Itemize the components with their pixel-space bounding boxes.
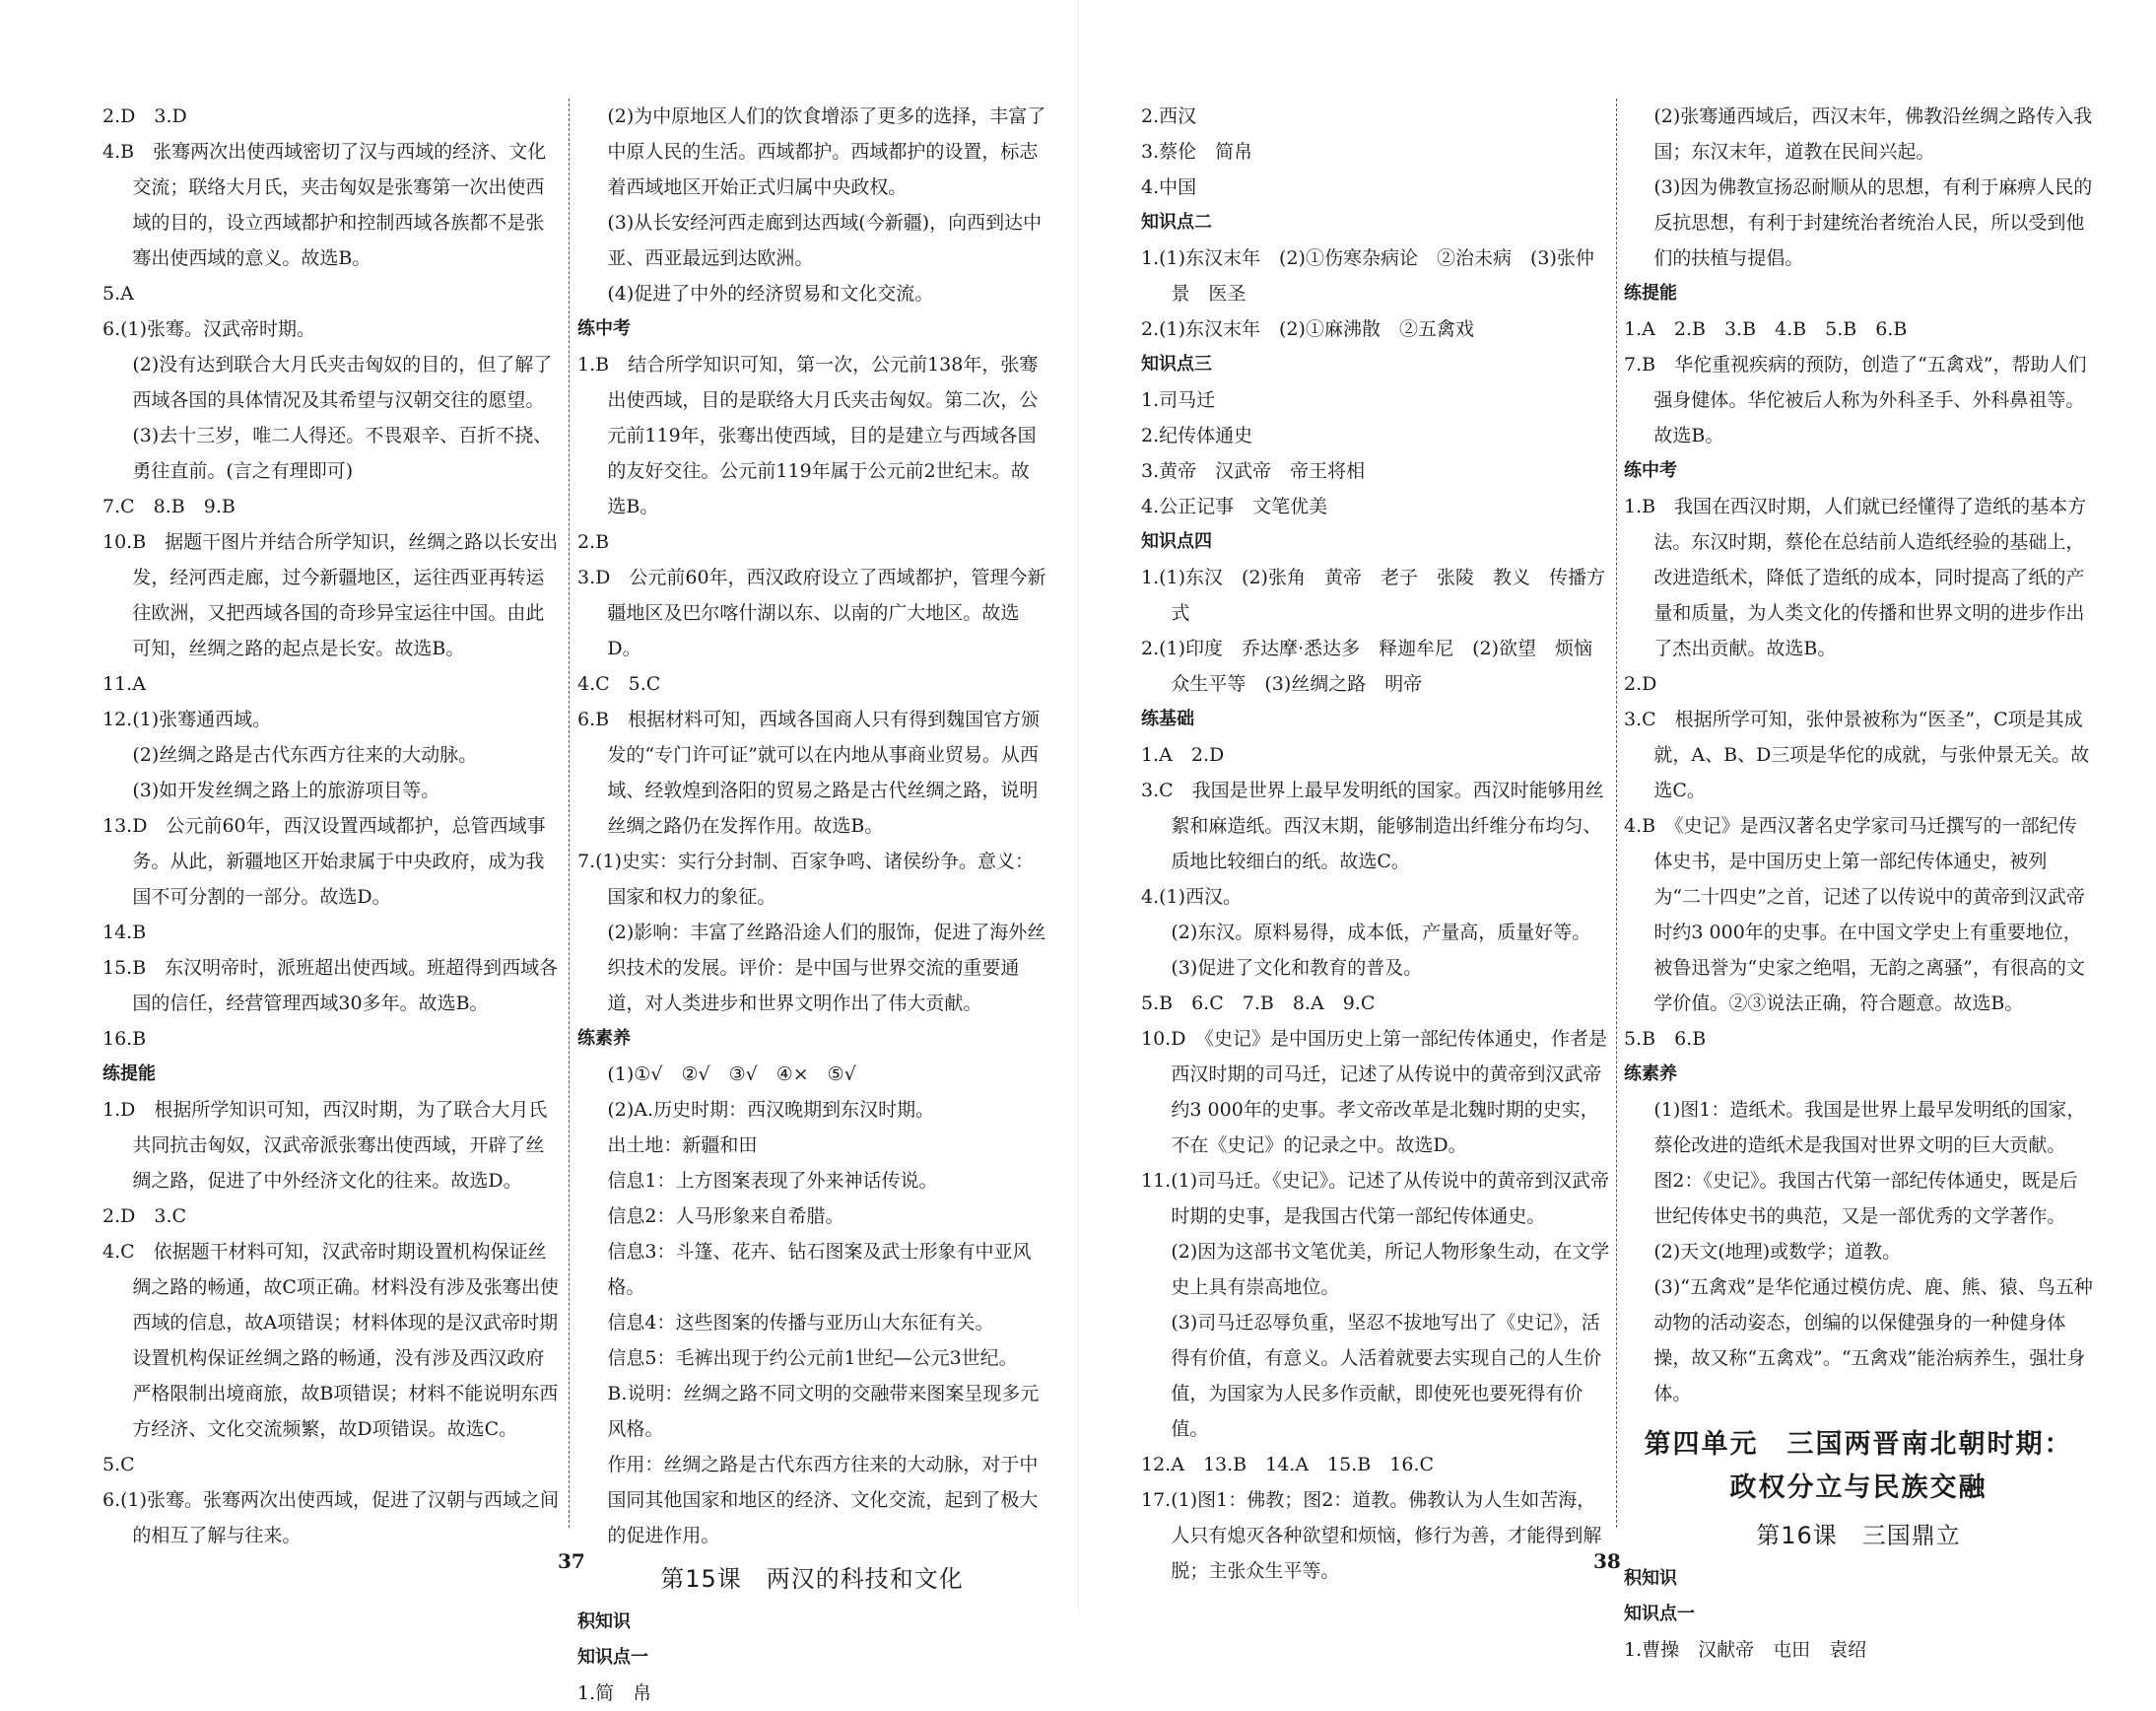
section-heading: 练基础 xyxy=(1141,709,1194,729)
answer-line: 12.(1)张骞通西域。 xyxy=(102,709,272,730)
answer-line: 14.B xyxy=(102,922,147,943)
answer-line: 1.B 结合所学知识可知，第一次，公元前138年，张骞出使西域，目的是联络大月氏夹击匈奴。第二次，公元前119年，张骞出使西域，目的是建立与西域各国的友好交往。公元前119年属于公元前2世纪末。故选B。 xyxy=(577,354,1039,517)
answer-column-2 xyxy=(577,99,1046,1704)
answer-line: (3)如开发丝绸之路上的旅游项目等。 xyxy=(132,780,440,801)
column-divider-right xyxy=(1616,99,1617,1528)
section-heading: 练素养 xyxy=(1624,1063,1677,1084)
answer-line: 5.A xyxy=(102,283,134,305)
answer-line: (1)①√ ②√ ③√ ④× ⑤√ xyxy=(607,1063,856,1085)
answer-line: 7.B 华佗重视疾病的预防，创造了“五禽戏”，帮助人们强身健体。华佗被后人称为外科圣手、外科鼻祖等。故选B。 xyxy=(1624,354,2087,446)
answer-line: (1)图1：造纸术。我国是世界上最早发明纸的国家，蔡伦改进的造纸术是我国对世界文明的巨大贡献。 xyxy=(1653,1099,2086,1156)
answer-line: B.说明：丝绸之路不同文明的交融带来图案呈现多元风格。 xyxy=(607,1383,1040,1440)
page-number-right: 38 xyxy=(1593,1549,1621,1573)
answer-line: 3.C 我国是世界上最早发明纸的国家。西汉时能够用丝絮和麻造纸。西汉末期，能够制造出纤维分布均匀、质地比较细白的纸。故选C。 xyxy=(1141,780,1604,872)
answer-line: 17.(1)图1：佛教；图2：道教。佛教认为人生如苦海，人只有熄灭各种欲望和烦恼，修行为善，才能得到解脱；主张众生平等。 xyxy=(1141,1489,1602,1582)
answer-line: 4.中国 xyxy=(1141,176,1197,198)
unit-title xyxy=(1624,1423,2093,1510)
answer-line: 作用：丝绸之路是古代东西方往来的大动脉，对于中国同其他国家和地区的经济、文化交流，起到了极大的促进作用。 xyxy=(607,1454,1039,1546)
answer-line: 1.(1)东汉 (2)张角 黄帝 老子 张陵 教义 传播方式 xyxy=(1141,567,1605,624)
column-divider-left xyxy=(569,99,570,1528)
answer-line: (3)因为佛教宣扬忍耐顺从的思想，有利于麻痹人民的反抗思想，有利于封建统治者统治人民，所以受到他们的扶植与提倡。 xyxy=(1653,176,2093,269)
answer-line: 5.B 6.B xyxy=(1624,1028,1707,1050)
answer-line: 信息1：上方图案表现了外来神话传说。 xyxy=(607,1170,938,1192)
answer-line: 3.黄帝 汉武帝 帝王将相 xyxy=(1141,460,1366,482)
knowledge-point-heading: 知识点一 xyxy=(577,1647,648,1668)
answer-line: 7.(1)史实：实行分封制、百家争鸣、诸侯纷争。意义：国家和权力的象征。 xyxy=(577,851,1035,908)
answer-line: 图2：《史记》。我国古代第一部纪传体通史，既是后世纪传体史书的典范，又是一部优秀的文学著作。 xyxy=(1653,1170,2078,1227)
answer-line: (3)促进了文化和教育的普及。 xyxy=(1171,957,1423,979)
section-heading: 练素养 xyxy=(577,1028,631,1049)
section-heading: 练提能 xyxy=(102,1063,156,1084)
answer-line: 信息3：斗篷、花卉、钻石图案及武士形象有中亚风格。 xyxy=(607,1241,1032,1298)
answer-line: 2.纪传体通史 xyxy=(1141,425,1253,446)
answer-line: 5.B 6.C 7.B 8.A 9.C xyxy=(1141,992,1376,1014)
answer-line: 4.公正记事 文笔优美 xyxy=(1141,496,1328,517)
answer-line: 1.司马迁 xyxy=(1141,389,1216,411)
section-heading: 练中考 xyxy=(577,318,631,339)
answer-line: (3)从长安经河西走廊到达西域(今新疆)，向西到达中亚、西亚最远到达欧洲。 xyxy=(607,212,1043,269)
answer-line: 1.A 2.D xyxy=(1141,744,1225,766)
answer-line: 信息2：人马形象来自希腊。 xyxy=(607,1205,844,1227)
answer-line: (2)为中原地区人们的饮食增添了更多的选择，丰富了中原人民的生活。西域都护。西域都护的设置，标志着西域地区开始正式归属中央政权。 xyxy=(607,105,1046,198)
answer-column-1 xyxy=(102,99,562,1547)
answer-line: (3)“五禽戏”是华佗通过模仿虎、鹿、熊、猿、鸟五种动物的活动姿态，创编的以保健强身的一种健身体操，故又称“五禽戏”。“五禽戏”能治病养生，强壮身体。 xyxy=(1653,1276,2093,1404)
answer-line: (2)东汉。原料易得，成本低，产量高，质量好等。 xyxy=(1171,922,1591,943)
answer-line: (2)影响：丰富了丝路沿途人们的服饰，促进了海外丝织技术的发展。评价：是中国与世界交流的重要通道，对人类进步和世界文明作出了伟大贡献。 xyxy=(607,922,1046,1014)
answer-line: 10.D 《史记》是中国历史上第一部纪传体通史，作者是西汉时期的司马迁，记述了从传说中的黄帝到汉武帝约3 000年的史事。孝文帝改革是北魏时期的史实，不在《史记》的记录之中。故选D。 xyxy=(1141,1028,1607,1156)
answer-line: 2.(1)东汉末年 (2)①麻沸散 ②五禽戏 xyxy=(1141,318,1474,340)
answer-line: 2.D 3.C xyxy=(102,1205,187,1227)
answer-line: 1.D 根据所学知识可知，西汉时期，为了联合大月氏共同抗击匈奴，汉武帝派张骞出使西域，开辟了丝绸之路，促进了中外经济文化的往来。故选D。 xyxy=(102,1099,548,1192)
answer-line: 7.C 8.B 9.B xyxy=(102,496,236,517)
answer-line: 信息4：这些图案的传播与亚历山大东征有关。 xyxy=(607,1312,994,1334)
answer-line: 1.(1)东汉末年 (2)①伤寒杂病论 ②治未病 (3)张仲景 医圣 xyxy=(1141,247,1594,305)
page-number-left: 37 xyxy=(558,1549,585,1573)
section-heading: 积知识 xyxy=(1624,1568,1677,1589)
section-heading: 练中考 xyxy=(1624,460,1677,481)
answer-column-4 xyxy=(1624,99,2093,1661)
section-heading: 练提能 xyxy=(1624,283,1677,304)
answer-line: (2)因为这部书文笔优美，所记人物形象生动，在文学史上具有崇高地位。 xyxy=(1171,1241,1610,1298)
answer-line: 1.B 我国在西汉时期，人们就已经懂得了造纸的基本方法。东汉时期，蔡伦在总结前人造纸经验的基础上，改进造纸术，降低了造纸的成本，同时提高了纸的产量和质量，为人类文化的传播和世界文明的进步作出了杰出贡献。故选B。 xyxy=(1624,496,2087,659)
answer-line: 1.曹操 汉献帝 屯田 袁绍 xyxy=(1624,1639,1867,1661)
answer-line: 4.(1)西汉。 xyxy=(1141,886,1243,908)
answer-line: (2)天文(地理)或数学；道教。 xyxy=(1653,1241,1902,1263)
answer-line: (2)张骞通西域后，西汉末年，佛教沿丝绸之路传入我国；东汉末年，道教在民间兴起。 xyxy=(1653,105,2093,163)
answer-line: 信息5：毛裤出现于约公元前1世纪—公元3世纪。 xyxy=(607,1347,1018,1369)
answer-line: (3)司马迁忍辱负重，坚忍不拔地写出了《史记》，活得有价值，有意义。人活着就要去实现自己的人生价值，为国家为人民多作贡献，即使死也要死得有价值。 xyxy=(1171,1312,1602,1440)
answer-line: 2.D 3.D xyxy=(102,105,187,127)
answer-line: 10.B 据题干图片并结合所学知识，丝绸之路以长安出发，经河西走廊，过今新疆地区，运往西亚再转运往欧洲，又把西域各国的奇珍异宝运往中国。由此可知，丝绸之路的起点是长安。故选B。 xyxy=(102,531,559,659)
answer-line: (2)A.历史时期：西汉晚期到东汉时期。 xyxy=(607,1099,935,1121)
answer-line: 11.(1)司马迁。《史记》。记述了从传说中的黄帝到汉武帝时期的史事，是我国古代第一部纪传体通史。 xyxy=(1141,1170,1610,1227)
answer-line: 16.B xyxy=(102,1028,147,1050)
answer-line: 2.B xyxy=(577,531,610,553)
answer-line: (3)去十三岁，唯二人得还。不畏艰辛、百折不挠、勇往直前。(言之有理即可) xyxy=(132,425,553,482)
answer-line: 11.A xyxy=(102,673,146,695)
unit-title-line-1: 第四单元 三国两晋南北朝时期： xyxy=(1644,1429,2073,1460)
knowledge-point-heading: 知识点一 xyxy=(1624,1604,1695,1624)
answer-line: 3.C 根据所学可知，张仲景被称为“医圣”，C项是其成就，A、B、D三项是华佗的成就，与张仲景无关。故选C。 xyxy=(1624,709,2090,801)
answer-line: 2.(1)印度 乔达摩·悉达多 释迦牟尼 (2)欲望 烦恼 众生平等 (3)丝绸之路 明帝 xyxy=(1141,638,1612,695)
answer-line: (2)丝绸之路是古代东西方往来的大动脉。 xyxy=(132,744,478,766)
answer-line: 12.A 13.B 14.A 15.B 16.C xyxy=(1141,1454,1434,1475)
page-spine xyxy=(1078,0,1079,1614)
lesson-title: 第16课 三国鼎立 xyxy=(1756,1522,1961,1549)
answer-line: 6.B 根据材料可知，西域各国商人只有得到魏国官方颁发的“专门许可证”就可以在内地从事商业贸易。从西域、经敦煌到洛阳的贸易之路是古代丝绸之路，说明丝绸之路仍在发挥作用。故选B。 xyxy=(577,709,1041,837)
knowledge-point-heading: 知识点三 xyxy=(1141,354,1212,375)
answer-line: 1.简 帛 xyxy=(577,1682,652,1704)
answer-line: 2.D xyxy=(1624,673,1657,695)
answer-line: 出土地：新疆和田 xyxy=(607,1134,758,1156)
answer-line: 2.西汉 xyxy=(1141,105,1197,127)
answer-line: 3.蔡伦 简帛 xyxy=(1141,141,1253,163)
section-heading: 积知识 xyxy=(577,1611,631,1632)
answer-line: (2)没有达到联合大月氏夹击匈奴的目的，但了解了西域各国的具体情况及其希望与汉朝交往的愿望。 xyxy=(132,354,553,411)
answer-line: 3.D 公元前60年，西汉政府设立了西域都护，管理今新疆地区及巴尔喀什湖以东、以南的广大地区。故选D。 xyxy=(577,567,1046,659)
knowledge-point-heading: 知识点二 xyxy=(1141,212,1212,233)
answer-line: 4.B 《史记》是西汉著名史学家司马迁撰写的一部纪传体史书，是中国历史上第一部纪传体通史，被列为“二十四史”之首，记述了以传说中的黄帝到汉武帝时约3 000年的史事。在中国文学史上有重要地位，被鲁迅誉为“史家之绝唱，无韵之离骚”，有很高的文学价值。②③说法正确，符合题意。故选B。 xyxy=(1624,815,2085,1014)
answer-line: 6.(1)张骞。汉武帝时期。 xyxy=(102,318,316,340)
answer-line: (4)促进了中外的经济贸易和文化交流。 xyxy=(607,283,934,305)
lesson-title: 第15课 两汉的科技和文化 xyxy=(660,1565,964,1593)
answer-line: 13.D 公元前60年，西汉设置西域都护，总管西域事务。从此，新疆地区开始隶属于中央政府，成为我国不可分割的一部分。故选D。 xyxy=(102,815,546,908)
answer-line: 4.B 张骞两次出使西域密切了汉与西域的经济、文化交流；联络大月氏，夹击匈奴是张骞第一次出使西域的目的，设立西域都护和控制西域各族都不是张骞出使西域的意义。故选B。 xyxy=(102,141,547,269)
answer-line: 15.B 东汉明帝时，派班超出使西域。班超得到西域各国的信任，经营管理西域30多年。故选B。 xyxy=(102,957,559,1014)
answer-line: 4.C 依据题干材料可知，汉武帝时期设置机构保证丝绸之路的畅通，故C项正确。材料没有涉及张骞出使西域的信息，故A项错误；材料体现的是汉武帝时期设置机构保证丝绸之路的畅通，没有涉及西汉政府严格限制出境商旅，故B项错误；材料不能说明东西方经济、文化交流频繁，故D项错误。故选C。 xyxy=(102,1241,559,1440)
answer-line: 5.C xyxy=(102,1454,135,1475)
answer-line: 6.(1)张骞。张骞两次出使西域，促进了汉朝与西域之间的相互了解与往来。 xyxy=(102,1489,560,1546)
answer-line: 4.C 5.C xyxy=(577,673,661,695)
answer-line: 1.A 2.B 3.B 4.B 5.B 6.B xyxy=(1624,318,1908,340)
unit-title-line-2: 政权分立与民族交融 xyxy=(1729,1472,1988,1503)
knowledge-point-heading: 知识点四 xyxy=(1141,531,1212,552)
